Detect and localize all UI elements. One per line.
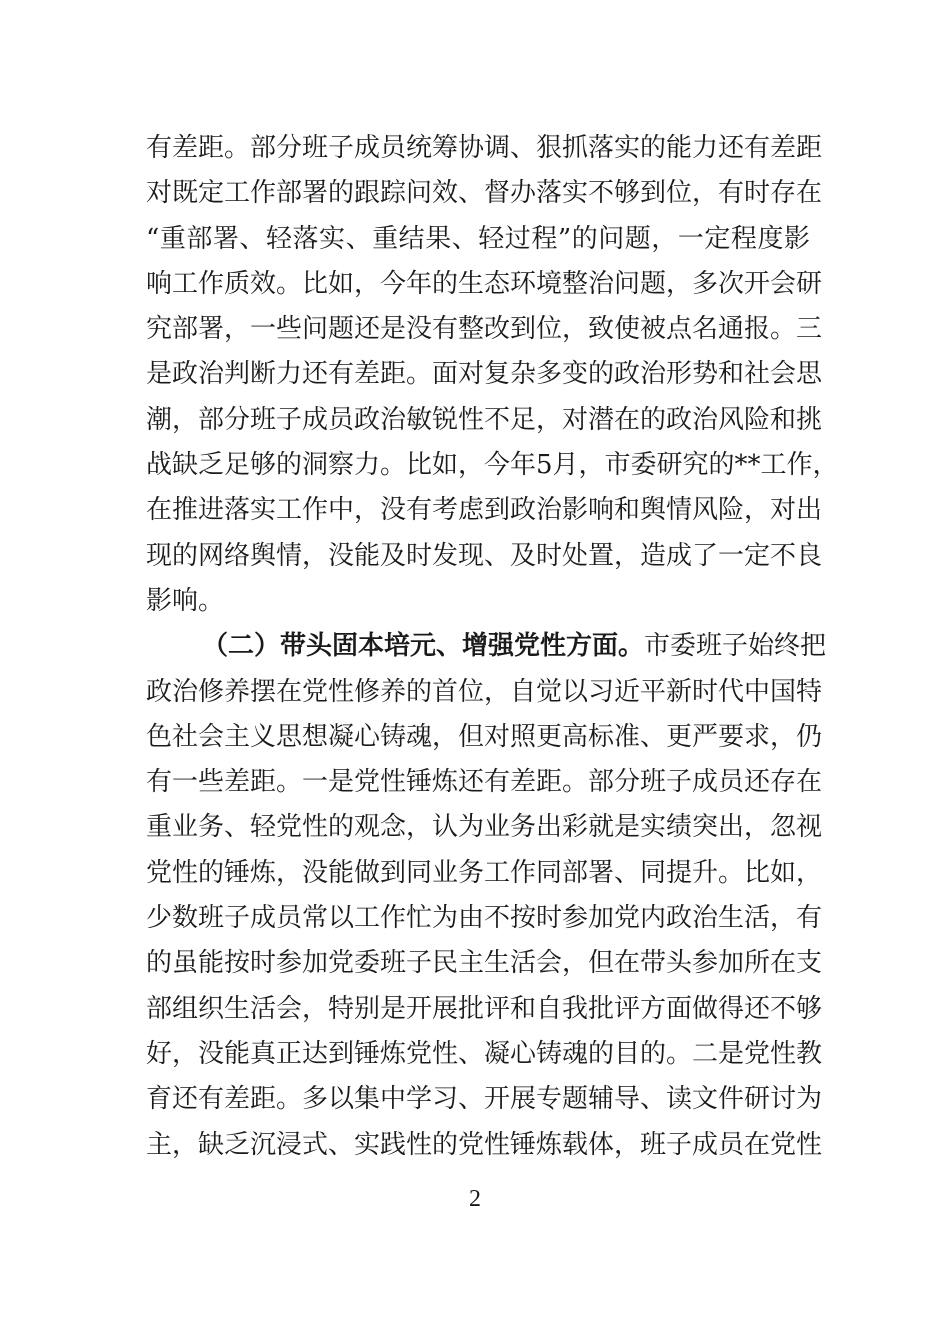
text-line: 色社会主义思想凝心铸魂，但对照更高标准、更严要求，仍 — [146, 721, 823, 752]
text-line: 战缺乏足够的洞察力。比如，今年5月，市委研究的**工作， — [146, 450, 839, 481]
text-line: 重业务、轻党性的观念，认为业务出彩就是实绩突出，忽视 — [146, 812, 823, 843]
paragraph-2 — [146, 624, 827, 1168]
text-line: 在推进落实工作中，没有考虑到政治影响和舆情风险，对出 — [146, 495, 823, 526]
text-line: 主，缺乏沉浸式、实践性的党性锤炼载体，班子成员在党性 — [146, 1129, 823, 1160]
text-line: 部组织生活会，特别是开展批评和自我批评方面做得还不够 — [146, 993, 823, 1024]
body-text — [146, 126, 839, 1168]
text-line: 的虽能按时参加党委班子民主生活会，但在带头参加所在支 — [146, 948, 823, 979]
section-heading: （二）带头固本培元、增强党性方面。 — [202, 631, 645, 662]
text-line: 响工作质效。比如，今年的生态环境整治问题，多次开会研 — [146, 268, 823, 299]
paragraph-1 — [146, 126, 839, 624]
text-line: 有一些差距。一是党性锤炼还有差距。部分班子成员还存在 — [146, 767, 823, 798]
text-line: 现的网络舆情，没能及时发现、及时处置，造成了一定不良 — [146, 540, 823, 571]
text-line: 是政治判断力还有差距。面对复杂多变的政治形势和社会思 — [146, 359, 823, 390]
text-line: 有差距。部分班子成员统筹协调、狠抓落实的能力还有差距 — [146, 133, 823, 163]
text-line: 好，没能真正达到锤炼党性、凝心铸魂的目的。二是党性教 — [146, 1038, 823, 1069]
text-line: “重部署、轻落实、重结果、轻过程”的问题，一定程度影 — [146, 223, 810, 254]
paragraph-first-line — [146, 624, 827, 669]
text-line: 育还有差距。多以集中学习、开展专题辅导、读文件研讨为 — [146, 1084, 823, 1115]
text-line: 少数班子成员常以工作忙为由不按时参加党内政治生活，有 — [146, 903, 823, 934]
page-number: 2 — [469, 1186, 481, 1212]
text-line: 影响。 — [146, 585, 225, 616]
text-line: 政治修养摆在党性修养的首位，自觉以习近平新时代中国特 — [146, 676, 823, 707]
text-line: 究部署，一些问题还是没有整改到位，致使被点名通报。三 — [146, 314, 823, 345]
text-line: 党性的锤炼，没能做到同业务工作同部署、同提升。比如， — [146, 857, 823, 888]
text-line: 对既定工作部署的跟踪问效、督办落实不够到位，有时存在 — [146, 178, 823, 209]
heading-rest-text: 市委班子始终把 — [644, 631, 827, 662]
text-line: 潮，部分班子成员政治敏锐性不足，对潜在的政治风险和挑 — [146, 404, 823, 435]
